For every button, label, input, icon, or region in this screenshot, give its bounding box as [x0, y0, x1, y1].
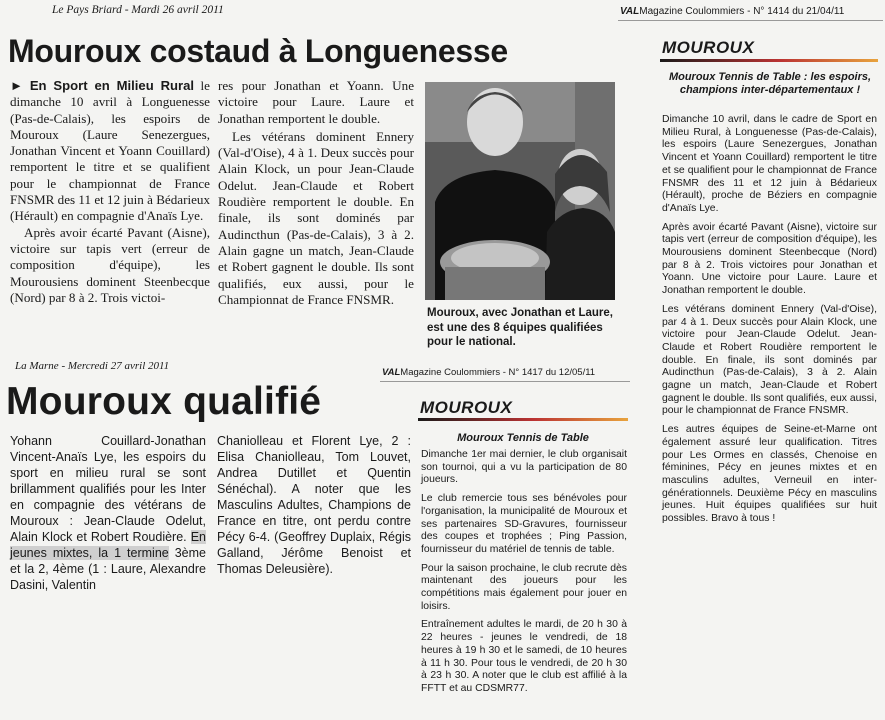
clip4-para4: Entraînement adultes le mardi, de 20 h 30 à 22 heures - jeunes le vendredi, de 18 heures à 19 h 30 et le samedi, de 10 heures à 11 h 30. Pour tous le vendredi, de 20 h 30 à 23 h 30. A noter que le club est affilié à la FFTT et au CDSMR77. [421, 619, 627, 694]
clip3-column-2 [217, 433, 411, 577]
clip4-body [421, 449, 627, 702]
clip1-photo-caption: Mouroux, avec Jonathan et Laure, est une des 8 équipes qualifiées pour le national. [427, 307, 613, 348]
team-photo-image [425, 82, 615, 300]
clip2-subtitle: Mouroux Tennis de Table : les espoirs, champions inter-départementaux ! [668, 71, 872, 96]
clip2-source: VALMagazine Coulommiers - N° 1414 du 21/04/11 [620, 6, 845, 17]
clip3-highlight: En jeunes mixtes, la 1 termine [10, 530, 206, 560]
clip2-para4: Les autres équipes de Seine-et-Marne ont également assuré leur qualification. Titres pour Les Ormes en classés, Chenoise en féminines, Pécy en jeunes mixtes et en masculins adultes, Verneuil en inter-générationnels. Deuxième Pécy en masculins jeunes. Huit équipes qualifiées sur huit possibles. Bravo à tous ! [662, 424, 877, 525]
clip3-column-1 [10, 433, 206, 593]
clip4-divider [380, 381, 630, 382]
clip4-para1: Dimanche 1er mai dernier, le club organisait son tournoi, qui a vu la participation de 80 joueurs. [421, 449, 627, 486]
clip1-headline: Mouroux costaud à Longuenesse [8, 33, 508, 69]
clip1-col1-para1: le dimanche 10 avril à Longuenesse (Pas-de-Calais), les espoirs de Mouroux (Laure Senezergues, Jonathan Vincent et Yoann Couillard) remportent le titre et se qualifient pour le championnat de France FNSMR des 11 et 12 juin à Bédarieux (Hérault) en compagnie d'Anaïs Lye. [10, 78, 210, 224]
clip4-subtitle: Mouroux Tennis de Table [457, 432, 589, 444]
clip1-column-2 [218, 78, 414, 308]
clip4-section-title: MOUROUX [420, 398, 513, 417]
clip3-col1-text-2: 3ème et la 2, 4ème (1 : Laure, Alexandre Dasini, Valentin [10, 546, 206, 592]
clip1-col2-para1: res pour Jonathan et Yoann. Une victoire pour Laure. Laure et Jonathan remportent le double. [218, 78, 414, 126]
clip2-section-title: MOUROUX [662, 38, 755, 57]
clip2-para1: Dimanche 10 avril, dans le cadre de Sport en Milieu Rural, à Longuenesse (Pas-de-Calais), les espoirs (Laure Senezergues, Jonathan Vincent et Yoann Couillard) remportent le titre et se qualifient pour le championnat de France FNSMR des 11 et 12 juin à Bédarieux (Hérault), proche de Béziers en compagnie d'Anaïs Lye. [662, 114, 877, 214]
clip2-color-bar [660, 59, 878, 62]
clip4-source: VALMagazine Coulommiers - N° 1417 du 12/05/11 [382, 367, 596, 378]
clip4-color-bar [418, 418, 628, 421]
clip2-para3: Les vétérans dominent Ennery (Val-d'Oise), par 4 à 1. Deux succès pour Alain Klock, une victoire pour Jean-Claude Odelut. Jean-Claude et Robert Roudière remportent le double. En finale, ils sont dominés par Audincthun (Pas-de-Calais), 3 à 2. Alain gagne un match, Jean-Claude et Robert gagnent le double. Ils sont qualifiés, eux aussi, pour le championnat de France FNSMR. [662, 303, 877, 417]
clip1-photo [425, 82, 615, 300]
clip1-col1-para2: Après avoir écarté Pavant (Aisne), victoire sur tapis vert (erreur de composition d'équipe), les Mourousiens dominent Steenbecque (Nord) par 8 à 2. Trois victoi- [10, 224, 210, 305]
clip3-headline: Mouroux qualifié [6, 380, 322, 423]
clip1-lead: ► En Sport en Milieu Rural [10, 78, 195, 93]
clip1-col2-para2: Les vétérans dominent Ennery (Val-d'Oise), 4 à 1. Deux succès pour Alain Klock, un pour Jean-Claude Odelut. Jean-Claude et Robert Roudière remportent le double. En finale, ils sont dominés par Audincthun (Pas-de-Calais), 3 à 2. Alain gagne un match, Jean-Claude et Robert gagnent le double. Ils sont qualifiés, eux aussi, pour le Championnat de France FNSMR. [218, 128, 414, 307]
clip1-column-1 [10, 78, 210, 306]
clip4-para3: Pour la saison prochaine, le club recrute dès maintenant des joueurs pour les compétitions mais également pour jouer en loisirs. [421, 562, 627, 612]
clip2-body [662, 114, 877, 532]
clip2-para2: Après avoir écarté Pavant (Aisne), victoire sur tapis vert (erreur de composition d'équipe), les Mourousiens dominent Steenbecque (Nord) par 8 à 2. Trois victoires pour Jonathan et Yoann. Une victoire pour Laure. Laure et Jonathan remportent le double. [662, 221, 877, 297]
clip4-para2: Le club remercie tous ses bénévoles pour l'organisation, la municipalité de Mouroux et ses partenaires SD-Gravures, fournisseur des coupes et trophées ; Ping Passion, fournisseur du matériel de tennis de table. [421, 493, 627, 555]
clip3-col1-text: Yohann Couillard-Jonathan Vincent-Anaïs Lye, les espoirs du sport en milieu rural se sont brillamment qualifiés pour les Inter en compagnie des vétérans de Mouroux : Jean-Claude Odelut, Alain Klock et Robert Roudière. [10, 434, 206, 544]
clip3-col2-text: Chaniolleau et Florent Lye, 2 : Elisa Chaniolleau, Tom Louvet, Andrea Dutillet et Quentin Sénéchal). A noter que les Masculins Adultes, Champions de France en titre, ont perdu contre Pécy 6-4. (Geoffrey Duplaix, Régis Galland, Jérôme Benoist et Thomas Deleusière). [217, 434, 411, 576]
clip1-source: Le Pays Briard - Mardi 26 avril 2011 [52, 4, 224, 16]
clip3-source: La Marne - Mercredi 27 avril 2011 [15, 360, 170, 372]
clip2-divider [618, 20, 883, 21]
